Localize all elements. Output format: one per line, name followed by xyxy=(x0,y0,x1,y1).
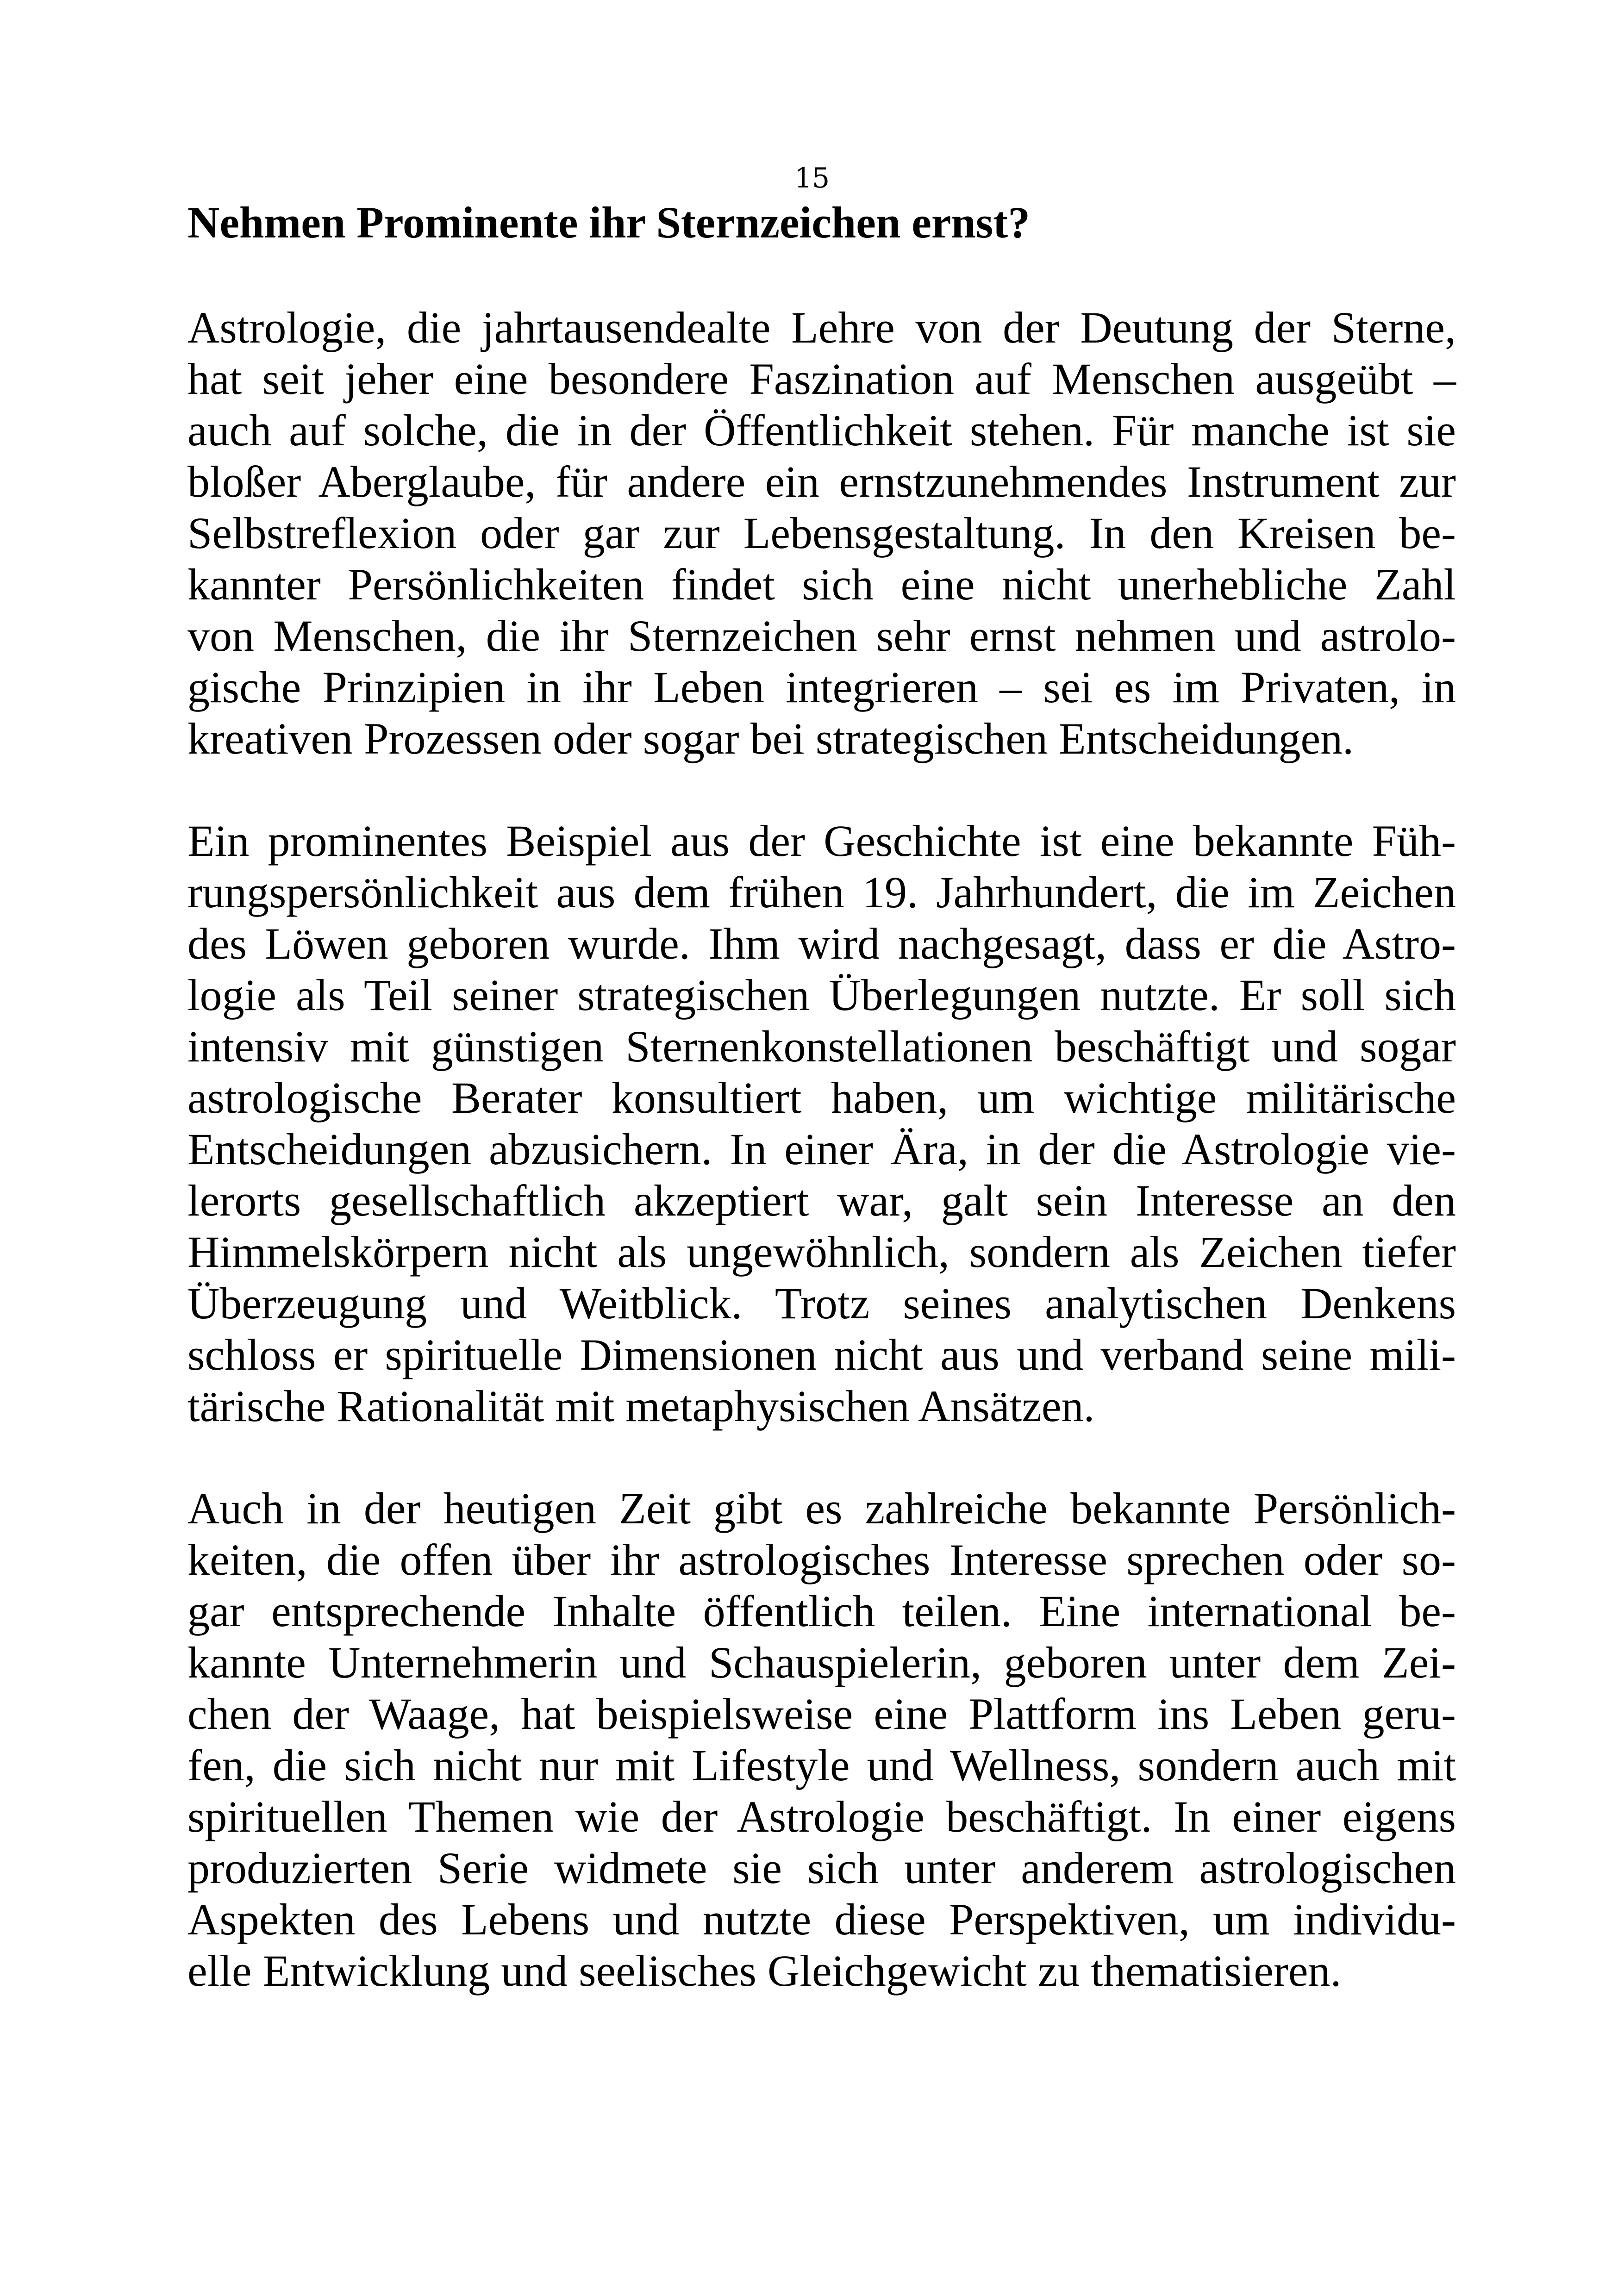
text-line: des Löwen geboren wurde. Ihm wird nachgesagt, dass er die Astro- xyxy=(187,919,1456,968)
text-line: Überzeugung und Weitblick. Trotz seines analytischen Denkens xyxy=(187,1278,1456,1328)
text-line: Himmelskörpern nicht als ungewöhnlich, sondern als Zeichen tiefer xyxy=(187,1227,1456,1277)
text-line: auch auf solche, die in der Öffentlichkeit stehen. Für manche ist sie xyxy=(187,405,1456,455)
text-line: Auch in der heutigen Zeit gibt es zahlreiche bekannte Persönlich- xyxy=(187,1484,1456,1533)
text-line: elle Entwicklung und seelisches Gleichgewicht zu thematisieren. xyxy=(187,1946,1342,1996)
text-line: intensiv mit günstigen Sternenkonstellationen beschäftigt und sogar xyxy=(187,1022,1456,1071)
text-line: fen, die sich nicht nur mit Lifestyle und Wellness, sondern auch mit xyxy=(187,1740,1456,1790)
chapter-heading: Nehmen Prominente ihr Sternzeichen ernst? xyxy=(187,198,1031,247)
text-line: Aspekten des Lebens und nutzte diese Perspektiven, um individu- xyxy=(187,1895,1456,1944)
text-line: schloss er spirituelle Dimensionen nicht aus und verband seine mili- xyxy=(187,1330,1456,1379)
text-line: von Menschen, die ihr Sternzeichen sehr ernst nehmen und astrolo- xyxy=(187,611,1456,661)
text-line: spirituellen Themen wie der Astrologie beschäftigt. In einer eigens xyxy=(187,1792,1456,1841)
text-line: bloßer Aberglaube, für andere ein ernstzunehmendes Instrument zur xyxy=(187,457,1456,506)
text-line: logie als Teil seiner strategischen Überlegungen nutzte. Er soll sich xyxy=(187,970,1456,1020)
text-line: tärische Rationalität mit metaphysischen Ansätzen. xyxy=(187,1381,1095,1431)
page-content xyxy=(187,197,1456,2047)
paragraph-2 xyxy=(187,815,1456,1432)
text-line: kreativen Prozessen oder sogar bei strategischen Entscheidungen. xyxy=(187,714,1354,763)
text-line: lerorts gesellschaftlich akzeptiert war, galt sein Interesse an den xyxy=(187,1176,1456,1225)
text-line: chen der Waage, hat beispielsweise eine Plattform ins Leben geru- xyxy=(187,1689,1456,1739)
text-line: produzierten Serie widmete sie sich unter anderem astrologischen xyxy=(187,1843,1456,1893)
paragraph-3 xyxy=(187,1483,1456,1996)
paragraph-1 xyxy=(187,302,1456,764)
text-line: gische Prinzipien in ihr Leben integrieren – sei es im Privaten, in xyxy=(187,662,1456,712)
text-line: Entscheidungen abzusichern. In einer Ära, in der die Astrologie vie- xyxy=(187,1124,1456,1174)
text-line: Selbstreflexion oder gar zur Lebensgestaltung. In den Kreisen be- xyxy=(187,508,1456,558)
text-line: kannter Persönlichkeiten findet sich eine nicht unerhebliche Zahl xyxy=(187,560,1456,609)
text-line: kannte Unternehmerin und Schauspielerin, geboren unter dem Zei- xyxy=(187,1638,1456,1687)
text-line: Astrologie, die jahrtausendealte Lehre von der Deutung der Sterne, xyxy=(187,303,1456,352)
text-line: gar entsprechende Inhalte öffentlich teilen. Eine international be- xyxy=(187,1586,1456,1636)
page-number: 15 xyxy=(794,162,830,194)
text-line: hat seit jeher eine besondere Faszination auf Menschen ausgeübt – xyxy=(187,354,1456,404)
text-line: rungspersönlichkeit aus dem frühen 19. Jahrhundert, die im Zeichen xyxy=(187,867,1456,917)
text-line: keiten, die offen über ihr astrologisches Interesse sprechen oder so- xyxy=(187,1535,1456,1584)
text-line: Ein prominentes Beispiel aus der Geschichte ist eine bekannte Füh- xyxy=(187,816,1456,866)
text-line: astrologische Berater konsultiert haben, um wichtige militärische xyxy=(187,1073,1456,1123)
